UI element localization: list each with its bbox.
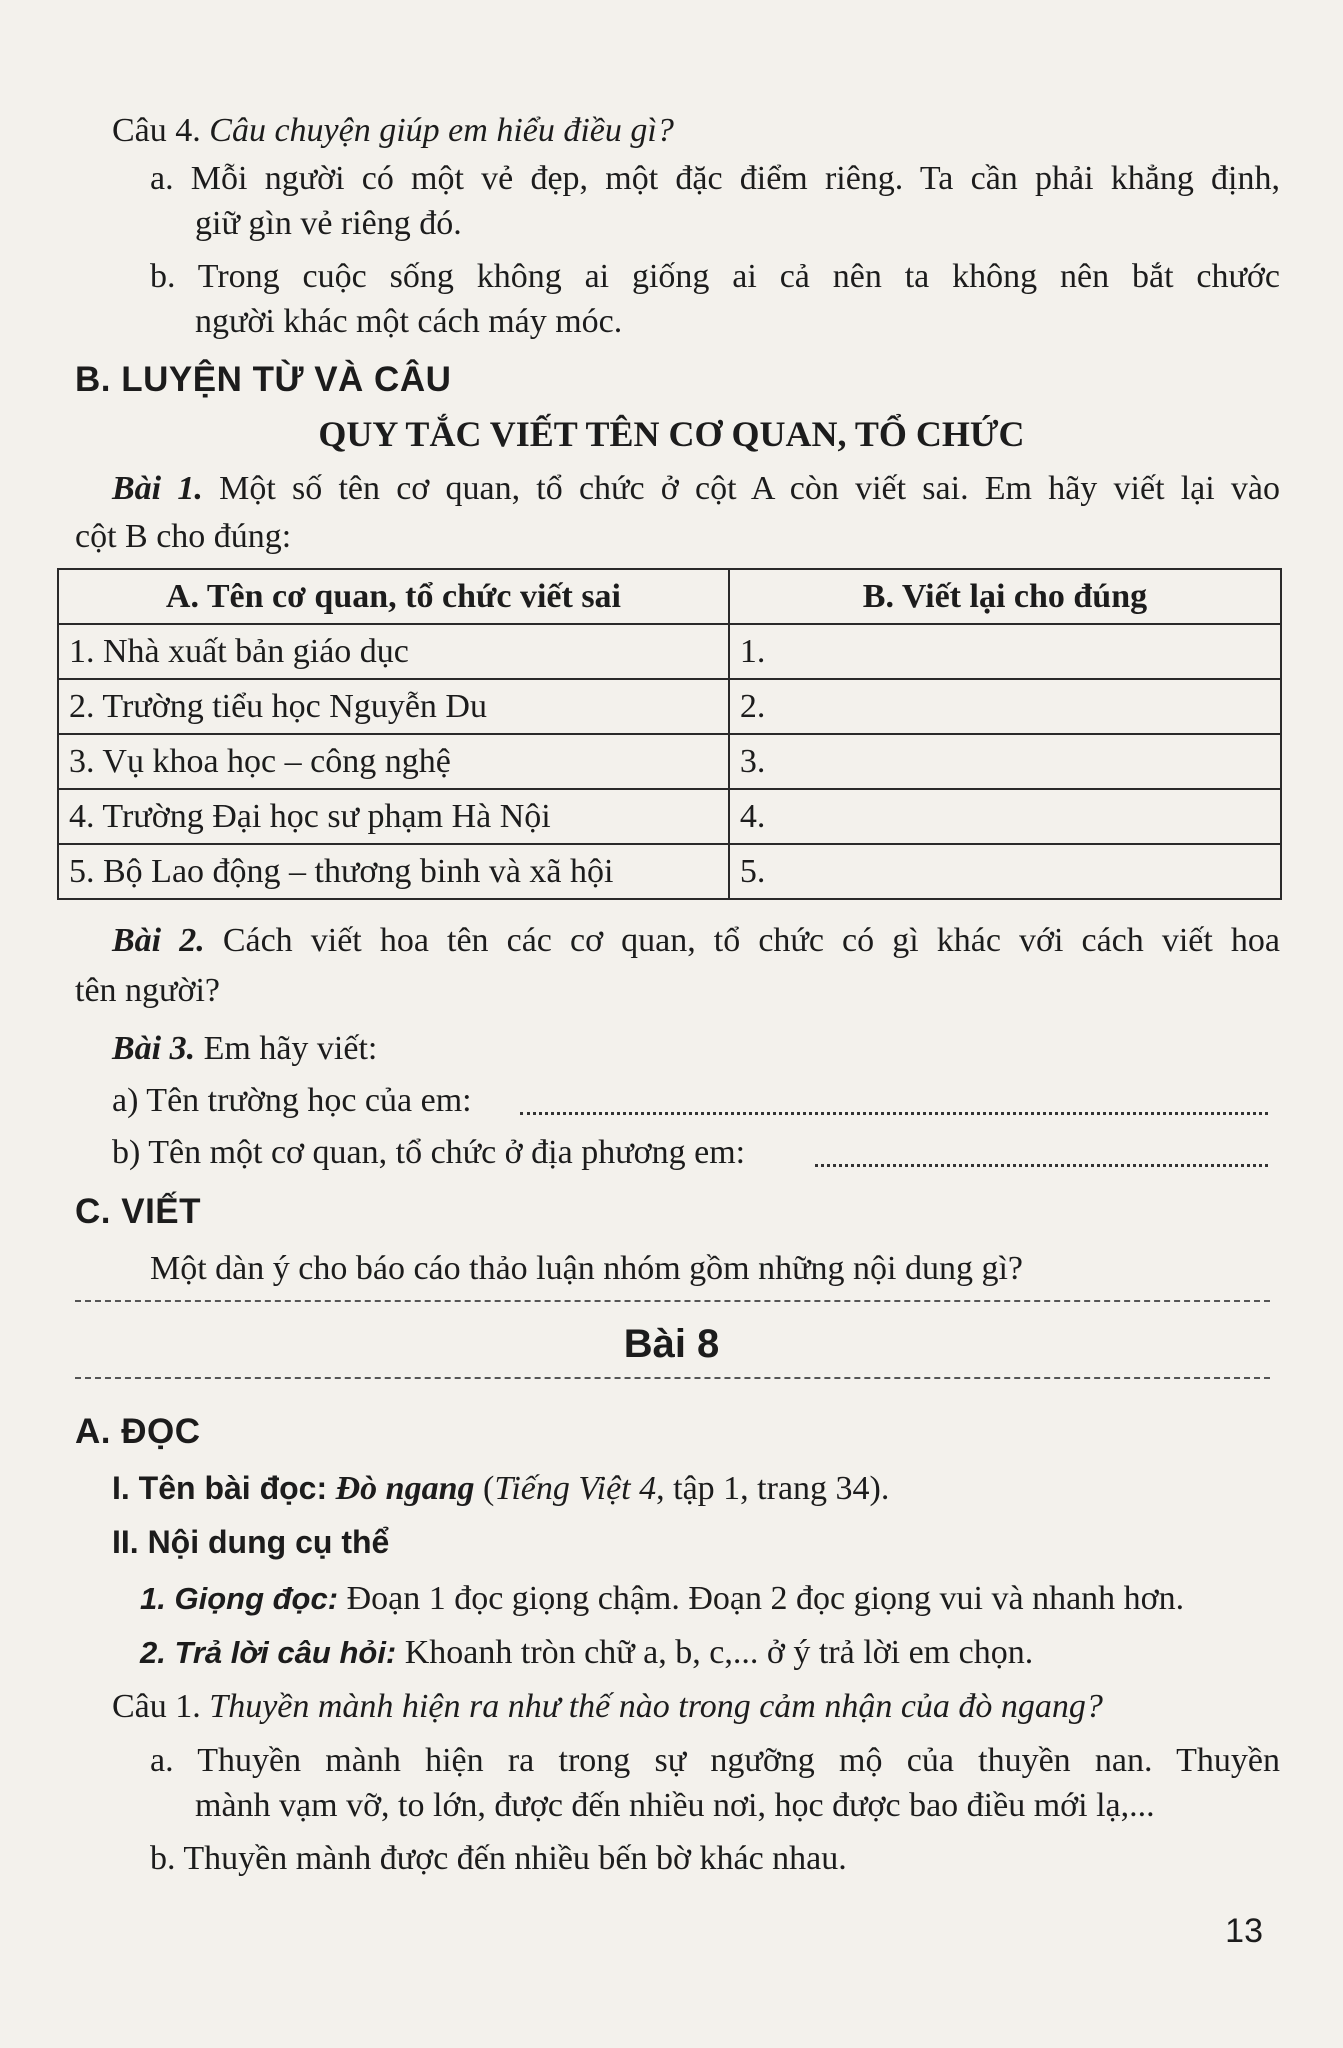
bai2-line2: tên người? (75, 972, 220, 1009)
bai3-label: Bài 3. (112, 1030, 196, 1067)
table-cell-answer[interactable]: 3. (729, 734, 1281, 789)
table-row (58, 734, 1281, 789)
bai1-line1 (112, 470, 1280, 508)
table-cell-wrong: 3. Vụ khoa học – công nghệ (58, 734, 729, 789)
table-cell-answer[interactable]: 2. (729, 679, 1281, 734)
bai1-text: Một số tên cơ quan, tổ chức ở cột A còn viết sai. Em hãy viết lại vào (219, 470, 1281, 507)
voice-text: Đoạn 1 đọc giọng chậm. Đoạn 2 đọc giọng vui và nhanh hơn. (338, 1580, 1185, 1617)
table-cell-wrong: 2. Trường tiểu học Nguyễn Du (58, 679, 729, 734)
q4-question: Câu chuyện giúp em hiểu điều gì? (209, 112, 674, 149)
table-cell-answer[interactable]: 1. (729, 624, 1281, 679)
bai3-b-answer-line[interactable] (815, 1164, 1268, 1167)
table-cell-wrong: 4. Trường Đại học sư phạm Hà Nội (58, 789, 729, 844)
table-row (58, 844, 1281, 899)
divider-top (75, 1300, 1270, 1302)
bai1-line2: cột B cho đúng: (75, 518, 292, 555)
c1-option-a-line2: mành vạm vỡ, to lớn, được đến nhiều nơi, học được bao điều mới lạ,... (195, 1787, 1155, 1824)
table-row (58, 624, 1281, 679)
reading-rest: , tập 1, trang 34). (656, 1470, 890, 1507)
reading-voice-line (140, 1580, 1184, 1618)
answer-label: 2. Trả lời câu hỏi: (140, 1635, 397, 1670)
q4-option-a-line1: a. Mỗi người có một vẻ đẹp, một đặc điểm riêng. Ta cần phải khẳng định, (150, 160, 1280, 197)
table-row (58, 679, 1281, 734)
c1-option-a-line1[interactable]: a. Thuyền mành hiện ra trong sự ngưỡng mộ của thuyền nan. Thuyền (150, 1742, 1280, 1779)
page-number: 13 (1225, 1912, 1263, 1950)
correction-table (57, 568, 1282, 900)
table-header-row (58, 569, 1281, 624)
q4-option-a-line2: giữ gìn vẻ riêng đó. (195, 205, 462, 242)
section-b-heading: B. LUYỆN TỪ VÀ CÂU (75, 360, 452, 399)
bai3-text: Em hãy viết: (203, 1030, 378, 1067)
bai1-label: Bài 1. (112, 470, 203, 507)
reading-title: Đò ngang (335, 1470, 475, 1507)
table-row (58, 789, 1281, 844)
table-header-b: B. Viết lại cho đúng (729, 569, 1281, 624)
bai3-a-label: a) Tên trường học của em: (112, 1082, 472, 1119)
reading-open: ( (474, 1470, 495, 1507)
c1-question: Thuyền mành hiện ra như thế nào trong cảm nhận của đò ngang? (209, 1688, 1103, 1725)
reading-label: I. Tên bài đọc: (112, 1470, 328, 1506)
q4-option-b-line1: b. Trong cuộc sống không ai giống ai cả nên ta không nên bắt chước (150, 258, 1280, 295)
c1-line (112, 1688, 1103, 1726)
table-header-a: A. Tên cơ quan, tổ chức viết sai (58, 569, 729, 624)
bai2-line1 (112, 922, 1280, 960)
q4-option-b-line2: người khác một cách máy móc. (195, 303, 623, 340)
q4-prefix: Câu 4. (112, 112, 201, 149)
c1-prefix: Câu 1. (112, 1688, 201, 1725)
table-cell-wrong: 5. Bộ Lao động – thương binh và xã hội (58, 844, 729, 899)
bai3-a-answer-line[interactable] (520, 1112, 1268, 1115)
table-cell-wrong: 1. Nhà xuất bản giáo dục (58, 624, 729, 679)
bai8-reading-line (112, 1470, 889, 1508)
answer-instruction-line (140, 1634, 1033, 1672)
section-b-title: QUY TẮC VIẾT TÊN CƠ QUAN, TỔ CHỨC (318, 414, 1025, 454)
answer-text: Khoanh tròn chữ a, b, c,... ở ý trả lời em chọn. (396, 1634, 1034, 1671)
bai8-title: Bài 8 (623, 1322, 720, 1366)
c1-option-b[interactable]: b. Thuyền mành được đến nhiều bến bờ khác nhau. (150, 1840, 847, 1877)
reading-book: Tiếng Việt 4 (494, 1470, 657, 1507)
section-c-heading: C. VIẾT (75, 1192, 202, 1231)
voice-label: 1. Giọng đọc: (140, 1581, 339, 1616)
q4-line (112, 112, 674, 150)
table-cell-answer[interactable]: 4. (729, 789, 1281, 844)
section-c-text: Một dàn ý cho báo cáo thảo luận nhóm gồm những nội dung gì? (150, 1250, 1024, 1287)
content-heading: II. Nội dung cụ thể (112, 1524, 390, 1560)
bai2-text: Cách viết hoa tên các cơ quan, tổ chức có gì khác với cách viết hoa (222, 922, 1281, 959)
bai3-line (112, 1030, 377, 1068)
table-cell-answer[interactable]: 5. (729, 844, 1281, 899)
bai3-b-label: b) Tên một cơ quan, tổ chức ở địa phương em: (112, 1134, 746, 1171)
divider-bottom (75, 1377, 1270, 1379)
bai2-label: Bài 2. (112, 922, 205, 959)
bai8-section-a-heading: A. ĐỌC (75, 1412, 201, 1451)
